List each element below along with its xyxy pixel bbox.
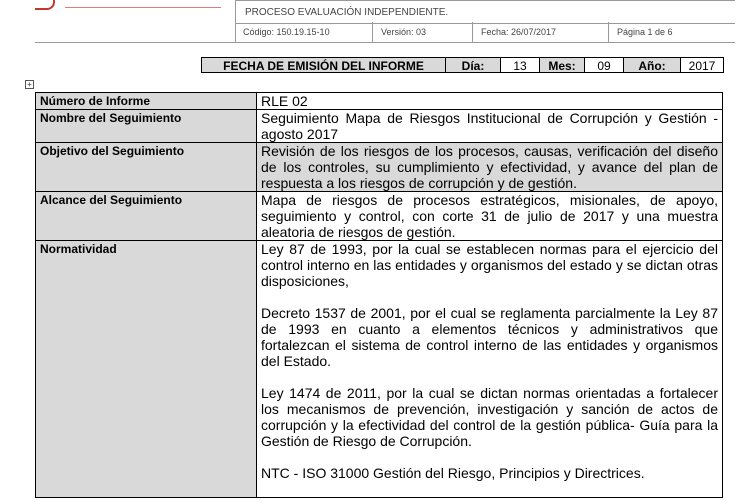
table-row	[36, 192, 723, 241]
table-row	[36, 110, 723, 143]
regulation-paragraph-3: Ley 1474 de 2011, por la cual se dictan normas orientadas a fortalecer los mecanismos de prevención, investigación y sanción de actos de corrupción y la efectividad del control de la gestión pública- Guía para la Gestión de Riesgo de Corrupción.	[261, 385, 718, 449]
document-code: Código: 150.19.15-10	[235, 22, 373, 42]
logo-underline	[65, 7, 221, 8]
regulation-label: Normatividad	[36, 241, 257, 498]
month-label: Mes:	[539, 57, 585, 73]
report-number-value: RLE 02	[257, 93, 723, 110]
report-number-label: Número de Informe	[36, 93, 257, 110]
regulation-paragraph-1: Ley 87 de 1993, por la cual se establecen normas para el ejercicio del control interno en las entidades y organismos del estado y se dictan otras disposiciones,	[261, 241, 718, 289]
table-move-handle-icon[interactable]: +	[25, 80, 34, 89]
report-info-table	[35, 92, 723, 498]
table-row	[36, 93, 723, 110]
year-label: Año:	[623, 57, 681, 73]
scope-value: Mapa de riesgos de procesos estratégicos, misionales, de apoyo, seguimiento y control, con corte 31 de julio de 2017 y una muestra aleatoria de riesgos de gestión.	[257, 192, 723, 241]
page-number: Página 1 de 6	[617, 27, 673, 37]
document-version: Versión: 03	[373, 22, 473, 42]
document-date: Fecha: 26/07/2017	[473, 22, 609, 42]
tracking-name-value: Seguimiento Mapa de Riesgos Institucional de Corrupción y Gestión - agosto 2017	[257, 110, 723, 143]
scope-label: Alcance del Seguimiento	[36, 192, 257, 241]
issue-date-row	[202, 57, 724, 73]
month-value: 09	[584, 57, 624, 73]
year-value: 2017	[680, 57, 724, 73]
regulation-value	[257, 241, 723, 498]
objective-value: Revisión de los riesgos de los procesos, causas, verificación del diseño de los controles, su cumplimiento y efectividad, y avance del plan de respuesta a los riesgos de corrupción y de gestión.	[257, 143, 723, 192]
logo-mark	[35, 0, 55, 10]
regulation-paragraph-2: Decreto 1537 de 2001, por el cual se reglamenta parcialmente la Ley 87 de 1993 en cuanto a elementos técnicos y administrativos que fortalezcan el sistema de control interno de las entidades y organismos del Estado.	[261, 305, 718, 369]
document-meta-row	[235, 22, 735, 43]
document-header	[35, 0, 735, 42]
regulation-paragraph-4: NTC - ISO 31000 Gestión del Riesgo, Principios y Directrices.	[261, 465, 645, 481]
process-name-cell	[235, 0, 735, 24]
tracking-name-label: Nombre del Seguimiento	[36, 110, 257, 143]
objective-label: Objetivo del Seguimiento	[36, 143, 257, 192]
process-name: PROCESO EVALUACIÓN INDEPENDIENTE.	[245, 7, 449, 18]
issue-date-title: FECHA DE EMISIÓN DEL INFORME	[201, 57, 446, 73]
table-row	[36, 143, 723, 192]
day-value: 13	[500, 57, 540, 73]
table-row	[36, 241, 723, 498]
logo-cell	[35, 0, 236, 43]
day-label: Día:	[445, 57, 501, 73]
